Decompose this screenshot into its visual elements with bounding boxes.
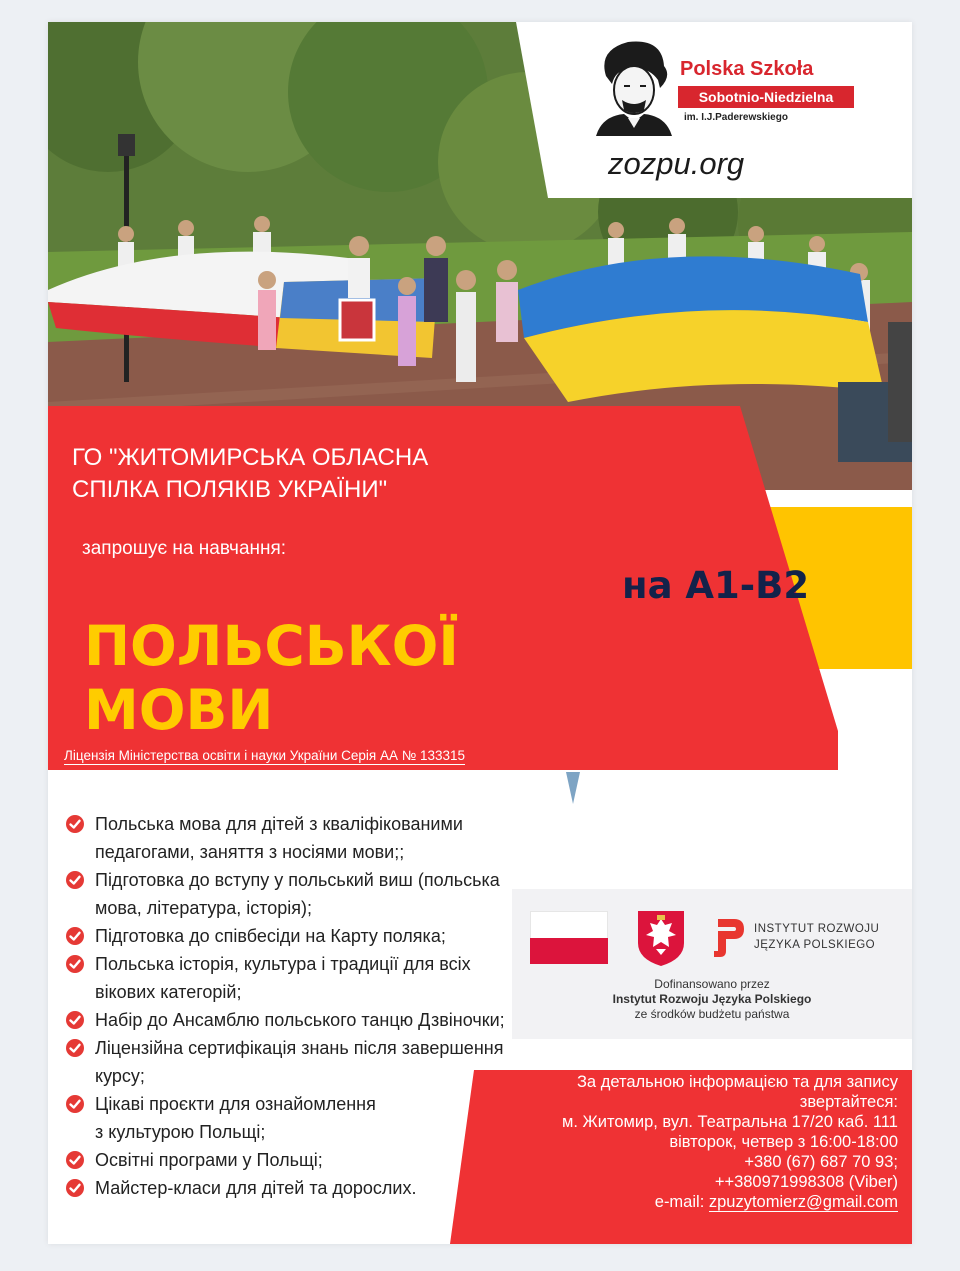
course-level: на А1-В2: [622, 564, 810, 607]
list-item: [66, 810, 586, 866]
contact-email-row: [458, 1192, 898, 1212]
contact-intro-line2: звертайтеся:: [799, 1093, 898, 1111]
polish-emblem-icon: [636, 909, 686, 967]
irjp-logo-icon: [712, 915, 746, 959]
funder-name: Instytut Rozwoju Języka Polskiego: [612, 992, 812, 1006]
organization-name-line2: СПІЛКА ПОЛЯКІВ УКРАЇНИ": [72, 476, 388, 503]
check-icon: [66, 815, 84, 833]
list-item-line2: вікових категорій;: [95, 982, 242, 1002]
list-item-line1: Освітні програми у Польщі;: [95, 1150, 323, 1170]
list-item-line2: з культурою Польщі;: [95, 1122, 266, 1142]
list-item: [66, 1006, 586, 1034]
website-link[interactable]: zozpu.org: [608, 146, 745, 181]
check-icon: [66, 955, 84, 973]
institute-name-line2: JĘZYKA POLSKIEGO: [754, 939, 876, 951]
list-item-line1: Набір до Ансамблю польського танцю Дзвіночки;: [95, 1010, 505, 1030]
contact-block: [458, 1072, 898, 1212]
check-icon: [66, 1151, 84, 1169]
list-item: [66, 950, 586, 1006]
contact-hours: вівторок, четвер з 16:00-18:00: [669, 1133, 898, 1151]
contact-address: м. Житомир, вул. Театральна 17/20 каб. 111: [562, 1113, 898, 1131]
list-item-line1: Цікаві проєкти для ознайомлення: [95, 1094, 376, 1114]
email-link[interactable]: zpuzytomierz@gmail.com: [708, 1193, 898, 1211]
contact-phone[interactable]: +380 (67) 687 70 93;: [744, 1153, 898, 1171]
funding-label: Dofinansowano przez: [654, 977, 770, 991]
list-item-line1: Майстер-класи для дітей та дорослих.: [95, 1178, 417, 1198]
school-patron: im. I.J.Paderewskiego: [684, 112, 788, 123]
decorative-triangle: [566, 772, 580, 804]
list-item-line1: Підготовка до вступу у польський виш (польська: [95, 870, 500, 890]
list-item-line1: Ліцензійна сертифікація знань після завершення: [95, 1038, 504, 1058]
list-item-line1: Польська історія, культура і традиції для всіх: [95, 954, 471, 974]
check-icon: [66, 1011, 84, 1029]
institute-name-line1: INSTYTUT ROZWOJU: [754, 923, 880, 935]
organization-name: [72, 442, 612, 506]
school-name: Polska Szkoła: [680, 58, 814, 80]
contact-intro-line1: За детальною інформацією та для запису: [576, 1073, 898, 1091]
list-item: [66, 922, 586, 950]
list-item-line2: мова, література, історія);: [95, 898, 313, 918]
license-note: Ліцензія Міністерства освіти і науки України Серія АА № 133315: [64, 748, 466, 763]
school-type: Sobotnio-Niedzielna: [678, 86, 854, 108]
institute-name: [754, 921, 879, 953]
email-label: e-mail:: [654, 1193, 709, 1211]
check-icon: [66, 1179, 84, 1197]
list-item-line1: Польська мова для дітей з кваліфікованими: [95, 814, 463, 834]
check-icon: [66, 1095, 84, 1113]
invite-text: запрошує на навчання:: [82, 538, 287, 559]
poster: [48, 22, 912, 1244]
contact-viber[interactable]: ++380971998308 (Viber): [714, 1173, 898, 1191]
list-item-line2: курсу;: [95, 1066, 145, 1086]
check-icon: [66, 927, 84, 945]
list-item-line1: Підготовка до співбесіди на Карту поляка;: [95, 926, 446, 946]
funding-note: [512, 977, 912, 1022]
check-icon: [66, 1039, 84, 1057]
list-item: [66, 866, 586, 922]
paderewski-portrait: [588, 36, 678, 136]
course-subject-line2: МОВИ: [84, 678, 274, 742]
course-subject: [84, 614, 459, 742]
list-item-line2: педагогами, заняття з носіями мови;;: [95, 842, 405, 862]
organization-name-line1: ГО "ЖИТОМИРСЬКА ОБЛАСНА: [72, 444, 429, 471]
course-subject-line1: ПОЛЬСЬКОЇ: [84, 614, 459, 678]
funding-source: ze środków budżetu państwa: [634, 1007, 790, 1021]
check-icon: [66, 871, 84, 889]
polish-flag-icon: [530, 911, 608, 963]
partner-box: [512, 889, 912, 1039]
